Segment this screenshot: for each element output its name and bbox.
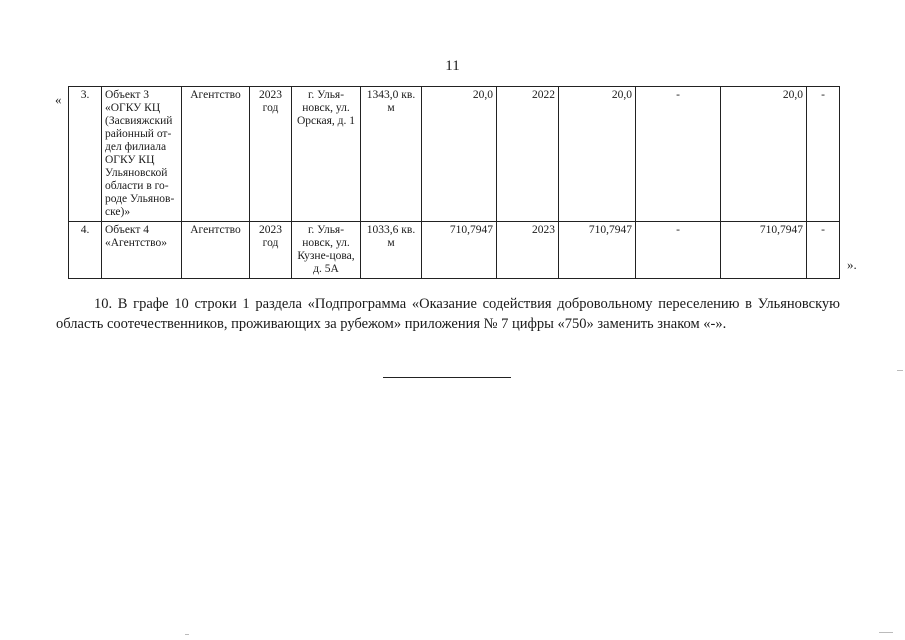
value-cell: 20,0 <box>422 87 497 222</box>
object-name: Объект 4 «Агентство» <box>102 222 182 279</box>
row-number: 4. <box>69 222 102 279</box>
year-cell: 2023 год <box>250 222 292 279</box>
value-cell: 710,7947 <box>422 222 497 279</box>
address-cell: г. Улья-новск, ул. Кузне-цова, д. 5А <box>292 222 361 279</box>
year-value-cell: 2022 <box>497 87 559 222</box>
row-number: 3. <box>69 87 102 222</box>
year-value-cell: 2023 <box>497 222 559 279</box>
amendment-paragraph: 10. В графе 10 строки 1 раздела «Подпрограмма «Оказание содействия добровольному переселению в Ульяновскую область соотечественников, проживающих за рубежом» приложения № 7 цифры «750» заменить знаком «-». <box>56 296 840 332</box>
scan-speck <box>185 634 189 635</box>
object-name: Объект 3 «ОГКУ КЦ (Засвияжский районный от-дел филиала ОГКУ КЦ Ульяновской области в го-роде Ульянов-ске)» <box>102 87 182 222</box>
value-cell: 710,7947 <box>559 222 636 279</box>
area-cell: 1343,0 кв. м <box>361 87 422 222</box>
divider-line <box>383 377 511 378</box>
address-cell: г. Улья-новск, ул. Орская, д. 1 <box>292 87 361 222</box>
closing-quote: ». <box>847 257 857 272</box>
page-number: 11 <box>445 58 460 74</box>
table-row <box>69 222 840 279</box>
dash-cell: - <box>807 222 840 279</box>
value-cell: 710,7947 <box>721 222 807 279</box>
table-row <box>69 87 840 222</box>
opening-quote: « <box>55 92 62 107</box>
agency-cell: Агентство <box>182 222 250 279</box>
area-cell: 1033,6 кв. м <box>361 222 422 279</box>
dash-cell: - <box>636 87 721 222</box>
data-table <box>68 86 840 279</box>
agency-cell: Агентство <box>182 87 250 222</box>
year-cell: 2023 год <box>250 87 292 222</box>
value-cell: 20,0 <box>559 87 636 222</box>
dash-cell: - <box>636 222 721 279</box>
scan-speck <box>897 370 903 371</box>
dash-cell: - <box>807 87 840 222</box>
scan-speck <box>879 632 893 633</box>
value-cell: 20,0 <box>721 87 807 222</box>
